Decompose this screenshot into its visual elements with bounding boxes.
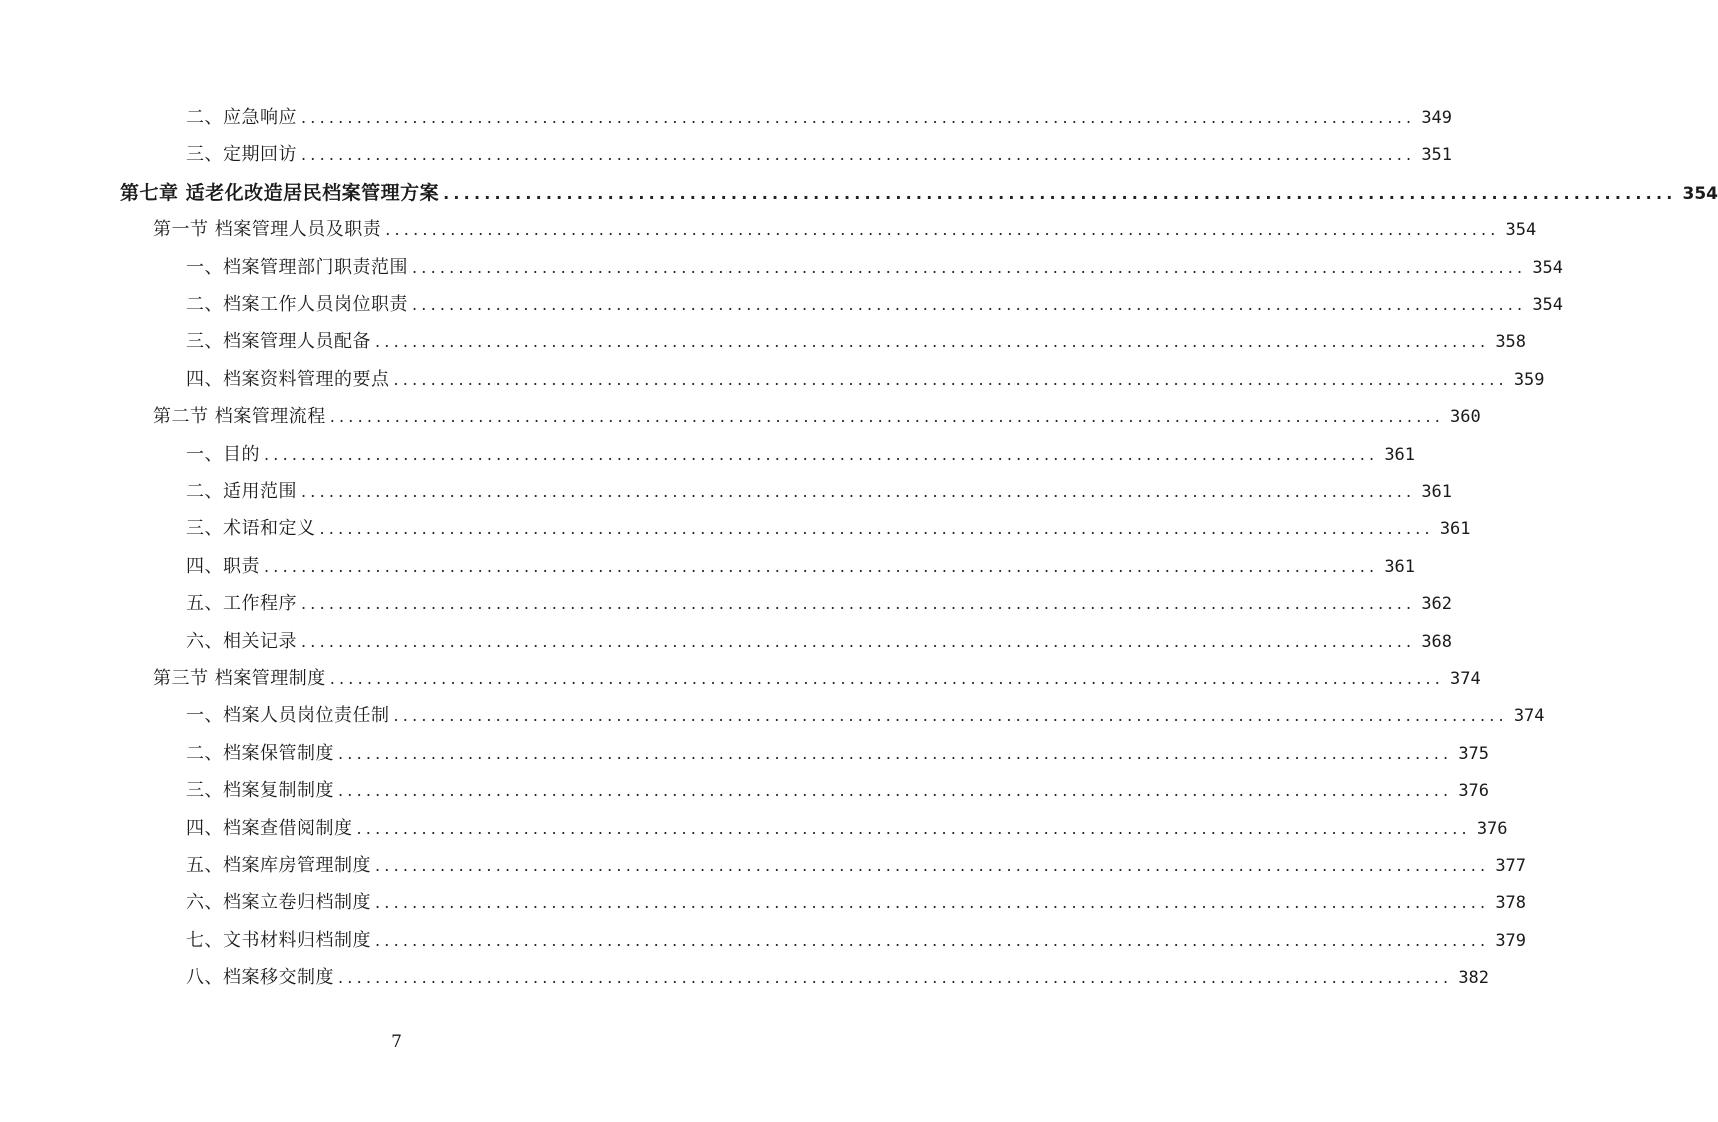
toc-entry-item[interactable] — [186, 440, 1416, 470]
toc-entry-item[interactable] — [186, 888, 1527, 918]
dot-leader: ........................................................................................................................ — [301, 482, 1416, 501]
dot-leader: ........................................................................................................................ — [375, 893, 1490, 913]
dot-leader: ........................................................................................................................ — [264, 556, 1379, 576]
toc-entry-page: 351 — [1421, 145, 1453, 166]
toc-entry-item[interactable] — [186, 140, 1453, 170]
toc-entry-item[interactable] — [186, 776, 1490, 806]
toc-entry-page: 349 — [1421, 108, 1453, 128]
dot-leader: ........................................................................................................................ — [338, 781, 1453, 801]
dot-leader: ........................................................................................................................ — [356, 818, 1471, 838]
toc-entry-item[interactable] — [186, 103, 1453, 133]
dot-leader: ........................................................................................................................ — [443, 183, 1677, 203]
dot-leader: ........................................................................................................................ — [319, 519, 1434, 539]
toc-entry-page: 374 — [1450, 669, 1481, 689]
toc-entry-page: 368 — [1421, 631, 1453, 652]
toc-entry-title: 一、目的 — [186, 443, 260, 465]
toc-entry-chapter[interactable] — [120, 178, 1718, 208]
toc-entry-title: 六、相关记录 — [186, 630, 297, 652]
dot-leader: ........................................................................................................................ — [329, 407, 1445, 427]
dot-leader: ........................................................................................................................ — [338, 743, 1453, 763]
dot-leader: ........................................................................................................................ — [375, 930, 1490, 950]
toc-entry-title: 七、文书材料归档制度 — [186, 929, 371, 951]
toc-entry-item[interactable] — [186, 589, 1453, 619]
toc-entry-page: 360 — [1450, 407, 1481, 428]
toc-entry-item[interactable] — [186, 253, 1564, 283]
dot-leader: ........................................................................................................................ — [375, 332, 1490, 352]
dot-leader: ........................................................................................................................ — [375, 856, 1490, 875]
toc-entry-page: 354 — [1682, 183, 1718, 204]
toc-entry-item[interactable] — [186, 514, 1471, 544]
toc-entry-title: 四、档案查借阅制度 — [186, 817, 353, 839]
toc-entry-title: 二、档案工作人员岗位职责 — [186, 294, 408, 315]
toc-entry-page: 361 — [1421, 482, 1453, 502]
toc-entry-title: 第三节 档案管理制度 — [153, 668, 326, 689]
toc-entry-page: 354 — [1532, 295, 1564, 315]
toc-entry-page: 354 — [1505, 220, 1537, 241]
dot-leader: ........................................................................................................................ — [329, 669, 1445, 688]
toc-entry-title: 第一节 档案管理人员及职责 — [153, 219, 382, 241]
toc-entry-item[interactable] — [186, 477, 1453, 507]
dot-leader: ........................................................................................................................ — [301, 108, 1416, 127]
toc-entry-item[interactable] — [186, 627, 1453, 657]
dot-leader: ........................................................................................................................ — [385, 220, 1500, 240]
toc-entry-title: 第七章 适老化改造居民档案管理方案 — [120, 181, 440, 204]
toc-entry-title: 六、档案立卷归档制度 — [186, 892, 371, 914]
toc-entry-page: 376 — [1458, 781, 1490, 802]
toc-entry-title: 三、档案管理人员配备 — [186, 331, 371, 353]
toc-entry-page: 377 — [1495, 856, 1527, 876]
toc-entry-title: 一、档案管理部门职责范围 — [186, 256, 408, 278]
toc-entry-page: 375 — [1458, 743, 1490, 764]
toc-entry-page: 359 — [1513, 369, 1545, 390]
toc-entry-page: 374 — [1513, 706, 1545, 727]
dot-leader: ........................................................................................................................ — [264, 444, 1379, 464]
toc-entry-title: 八、档案移交制度 — [186, 967, 334, 989]
toc-entry-item[interactable] — [186, 926, 1527, 956]
toc-entry-section[interactable] — [153, 664, 1481, 694]
toc-entry-item[interactable] — [186, 963, 1490, 993]
toc-entry-page: 361 — [1384, 556, 1416, 577]
toc-entry-page: 358 — [1495, 332, 1527, 353]
toc-entry-page: 376 — [1476, 818, 1508, 839]
toc-entry-section[interactable] — [153, 215, 1537, 245]
toc-entry-page: 362 — [1421, 594, 1453, 615]
dot-leader: ........................................................................................................................ — [338, 968, 1453, 988]
toc-entry-page: 361 — [1439, 519, 1471, 540]
page-number: 7 — [391, 1032, 402, 1052]
dot-leader: ........................................................................................................................ — [301, 145, 1416, 165]
toc-entry-title: 四、职责 — [186, 555, 260, 577]
toc-entry-title: 二、应急响应 — [186, 107, 297, 128]
toc-entry-title: 二、适用范围 — [186, 481, 297, 502]
toc-entry-page: 379 — [1495, 930, 1527, 951]
toc-entry-item[interactable] — [186, 552, 1416, 582]
dot-leader: ........................................................................................................................ — [301, 594, 1416, 614]
toc-entry-item[interactable] — [186, 701, 1545, 731]
toc-entry-title: 五、档案库房管理制度 — [186, 855, 371, 876]
dot-leader: ........................................................................................................................ — [412, 295, 1527, 314]
dot-leader: ........................................................................................................................ — [412, 257, 1527, 277]
toc-entry-page: 354 — [1532, 257, 1564, 278]
toc-entry-title: 三、定期回访 — [186, 144, 297, 166]
dot-leader: ........................................................................................................................ — [393, 369, 1508, 389]
toc-entry-title: 一、档案人员岗位责任制 — [186, 705, 390, 727]
toc-entry-title: 二、档案保管制度 — [186, 742, 334, 764]
toc-entry-title: 三、档案复制制度 — [186, 780, 334, 802]
toc-entry-section[interactable] — [153, 402, 1481, 432]
toc-entry-title: 五、工作程序 — [186, 593, 297, 615]
toc-entry-page: 361 — [1384, 444, 1416, 465]
toc-entry-item[interactable] — [186, 739, 1490, 769]
toc-entry-item[interactable] — [186, 851, 1527, 881]
toc-entry-page: 378 — [1495, 893, 1527, 914]
dot-leader: ........................................................................................................................ — [393, 706, 1508, 726]
toc-entry-item[interactable] — [186, 814, 1508, 844]
toc-entry-item[interactable] — [186, 327, 1527, 357]
toc-entry-item[interactable] — [186, 290, 1564, 320]
toc-entry-item[interactable] — [186, 365, 1545, 395]
toc-entry-title: 三、术语和定义 — [186, 518, 316, 540]
dot-leader: ........................................................................................................................ — [301, 631, 1416, 651]
toc-entry-title: 第二节 档案管理流程 — [153, 406, 326, 428]
toc-entry-page: 382 — [1458, 968, 1490, 989]
toc-entry-title: 四、档案资料管理的要点 — [186, 368, 390, 390]
